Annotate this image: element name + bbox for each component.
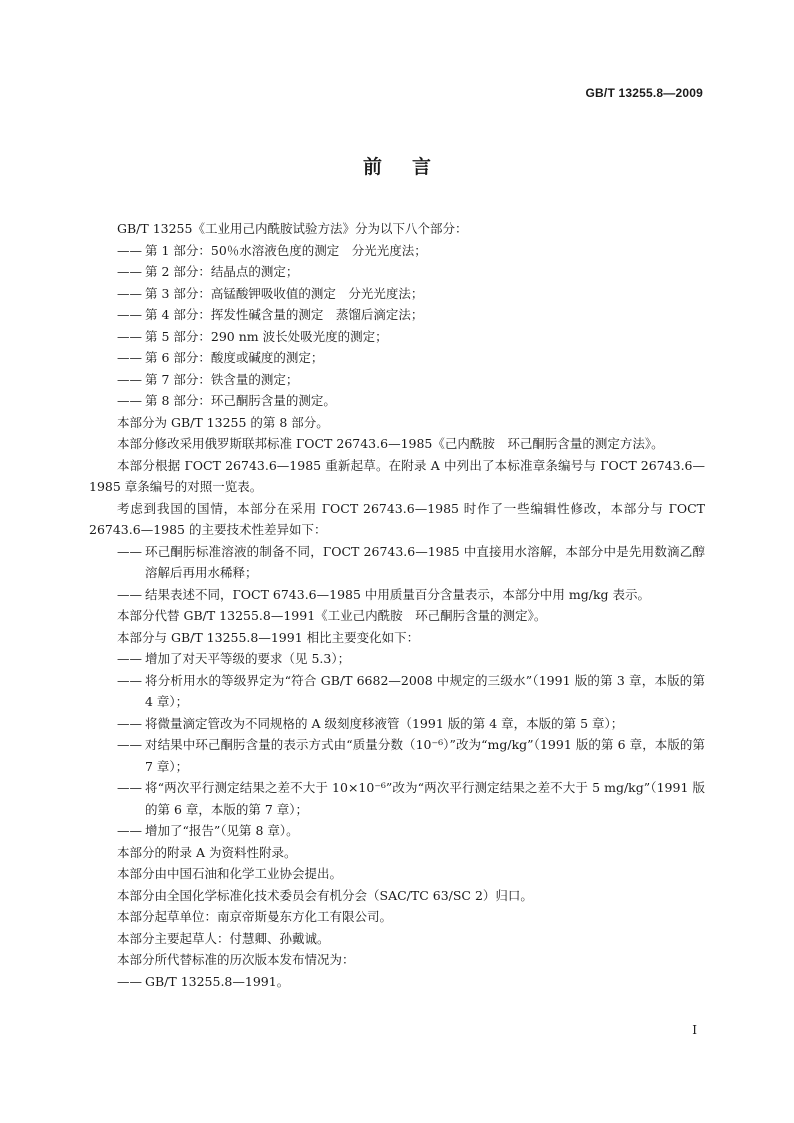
dash-marker: —— bbox=[117, 715, 142, 731]
paragraph: 本部分为 GB/T 13255 的第 8 部分。 bbox=[117, 414, 329, 430]
list-item-text: 第 5 部分：290 nm 波长处吸光度的测定； bbox=[145, 328, 388, 344]
dash-marker: —— bbox=[117, 737, 142, 752]
list-item-text: 第 6 部分：酸度或碱度的测定； bbox=[145, 350, 324, 365]
list-item-text: 结果表述不同，ГОСТ 6743.6—1985 中用质量百分含量表示，本部分中用 mg/kg 表示。 bbox=[145, 586, 651, 602]
list-item-text: 将分析用水的等级界定为“符合 GB/T 6682—2008 中规定的三级水”（1991 版的第 3 章，本版的第 4 章）； bbox=[145, 672, 705, 709]
dash-marker: —— bbox=[117, 328, 142, 344]
list-item-text: 第 7 部分：铁含量的测定； bbox=[145, 371, 299, 387]
paragraph: 本部分修改采用俄罗斯联邦标准 ГОСТ 26743.6—1985《己内酰胺 环己酮肟含量的测定方法》。 bbox=[117, 436, 664, 451]
standard-code: GB/T 13255.8—2009 bbox=[585, 86, 703, 100]
paragraph: 本部分的附录 A 为资料性附录。 bbox=[117, 844, 297, 860]
list-item bbox=[89, 347, 705, 369]
paragraph: 本部分所代替标准的历次版本发布情况为： bbox=[117, 952, 355, 967]
list-item bbox=[89, 971, 705, 993]
dash-marker: —— bbox=[117, 973, 142, 989]
list-item bbox=[89, 648, 705, 670]
list-item-text: 增加了对天平等级的要求（见 5.3）； bbox=[145, 651, 351, 666]
list-item bbox=[89, 713, 705, 735]
dash-marker: —— bbox=[117, 586, 142, 602]
list-item-text: GB/T 13255.8—1991。 bbox=[145, 973, 290, 989]
list-item-text: 第 2 部分：结晶点的测定； bbox=[145, 264, 299, 279]
dash-marker: —— bbox=[117, 242, 142, 258]
list-item-text: 第 1 部分：50％水溶液色度的测定 分光光度法； bbox=[145, 242, 427, 258]
list-item-text: 第 8 部分：环己酮肟含量的测定。 bbox=[145, 393, 336, 408]
paragraph: GB/T 13255《工业用己内酰胺试验方法》分为以下八个部分： bbox=[117, 221, 468, 236]
paragraph: 本部分根据 ГОСТ 26743.6—1985 重新起草。在附录 A 中列出了本标准章条编号与 ГОСТ 26743.6—1985 章条编号的对照一览表。 bbox=[89, 457, 705, 494]
document-body bbox=[89, 218, 705, 992]
list-item-text: 增加了“报告”（见第 8 章）。 bbox=[145, 823, 299, 838]
list-item-text: 第 4 部分：挥发性碱含量的测定 蒸馏后滴定法； bbox=[145, 307, 424, 322]
dash-marker: —— bbox=[117, 264, 142, 279]
page-number: I bbox=[692, 1023, 697, 1037]
paragraph: 本部分主要起草人：付慧卿、孙戴诚。 bbox=[117, 930, 330, 946]
list-item bbox=[89, 777, 705, 820]
paragraph: 本部分由中国石油和化学工业协会提出。 bbox=[117, 866, 343, 881]
dash-marker: —— bbox=[117, 543, 142, 559]
list-item-text: 将“两次平行测定结果之差不大于 10×10⁻⁶”改为“两次平行测定结果之差不大于 5 mg/kg”（1991 版的第 6 章，本版的第 7 章）； bbox=[145, 780, 705, 817]
dash-marker: —— bbox=[117, 780, 142, 795]
list-item bbox=[89, 670, 705, 713]
paragraph: 本部分起草单位：南京帝斯曼东方化工有限公司。 bbox=[117, 909, 393, 924]
paragraph: 考虑到我国的国情，本部分在采用 ГОСТ 26743.6—1985 时作了一些编辑性修改，本部分与 ГОСТ 26743.6—1985 的主要技术性差异如下： bbox=[89, 500, 705, 537]
list-item bbox=[89, 240, 705, 262]
dash-marker: —— bbox=[117, 350, 142, 365]
list-item-text: 第 3 部分：高锰酸钾吸收值的测定 分光光度法； bbox=[145, 285, 424, 301]
list-item bbox=[89, 390, 705, 412]
dash-marker: —— bbox=[117, 371, 142, 387]
paragraph: 本部分与 GB/T 13255.8—1991 相比主要变化如下： bbox=[117, 629, 420, 645]
dash-marker: —— bbox=[117, 823, 142, 838]
list-item bbox=[89, 734, 705, 777]
dash-marker: —— bbox=[117, 285, 142, 301]
list-item bbox=[89, 304, 705, 326]
page-title: 前言 bbox=[362, 156, 461, 178]
list-item bbox=[89, 541, 705, 584]
dash-marker: —— bbox=[117, 393, 142, 408]
dash-marker: —— bbox=[117, 307, 142, 322]
list-item-text: 环己酮肟标准溶液的制备不同，ГОСТ 26743.6—1985 中直接用水溶解，本部分中是先用数滴乙醇溶解后再用水稀释； bbox=[145, 543, 705, 580]
list-item bbox=[89, 369, 705, 391]
list-item bbox=[89, 261, 705, 283]
list-item bbox=[89, 584, 705, 606]
paragraph: 本部分由全国化学标准化技术委员会有机分会（SAC/TC 63/SC 2）归口。 bbox=[117, 887, 533, 903]
list-item bbox=[89, 283, 705, 305]
list-item bbox=[89, 326, 705, 348]
list-item bbox=[89, 820, 705, 842]
paragraph: 本部分代替 GB/T 13255.8—1991《工业己内酰胺 环己酮肟含量的测定》。 bbox=[117, 608, 547, 623]
list-item-text: 对结果中环己酮肟含量的表示方式由“质量分数（10⁻⁶）”改为“mg/kg”（1991 版的第 6 章，本版的第 7 章）； bbox=[145, 737, 705, 774]
list-item-text: 将微量滴定管改为不同规格的 A 级刻度移液管（1991 版的第 4 章，本版的第 5 章）； bbox=[145, 715, 624, 731]
dash-marker: —— bbox=[117, 651, 142, 666]
dash-marker: —— bbox=[117, 672, 142, 688]
